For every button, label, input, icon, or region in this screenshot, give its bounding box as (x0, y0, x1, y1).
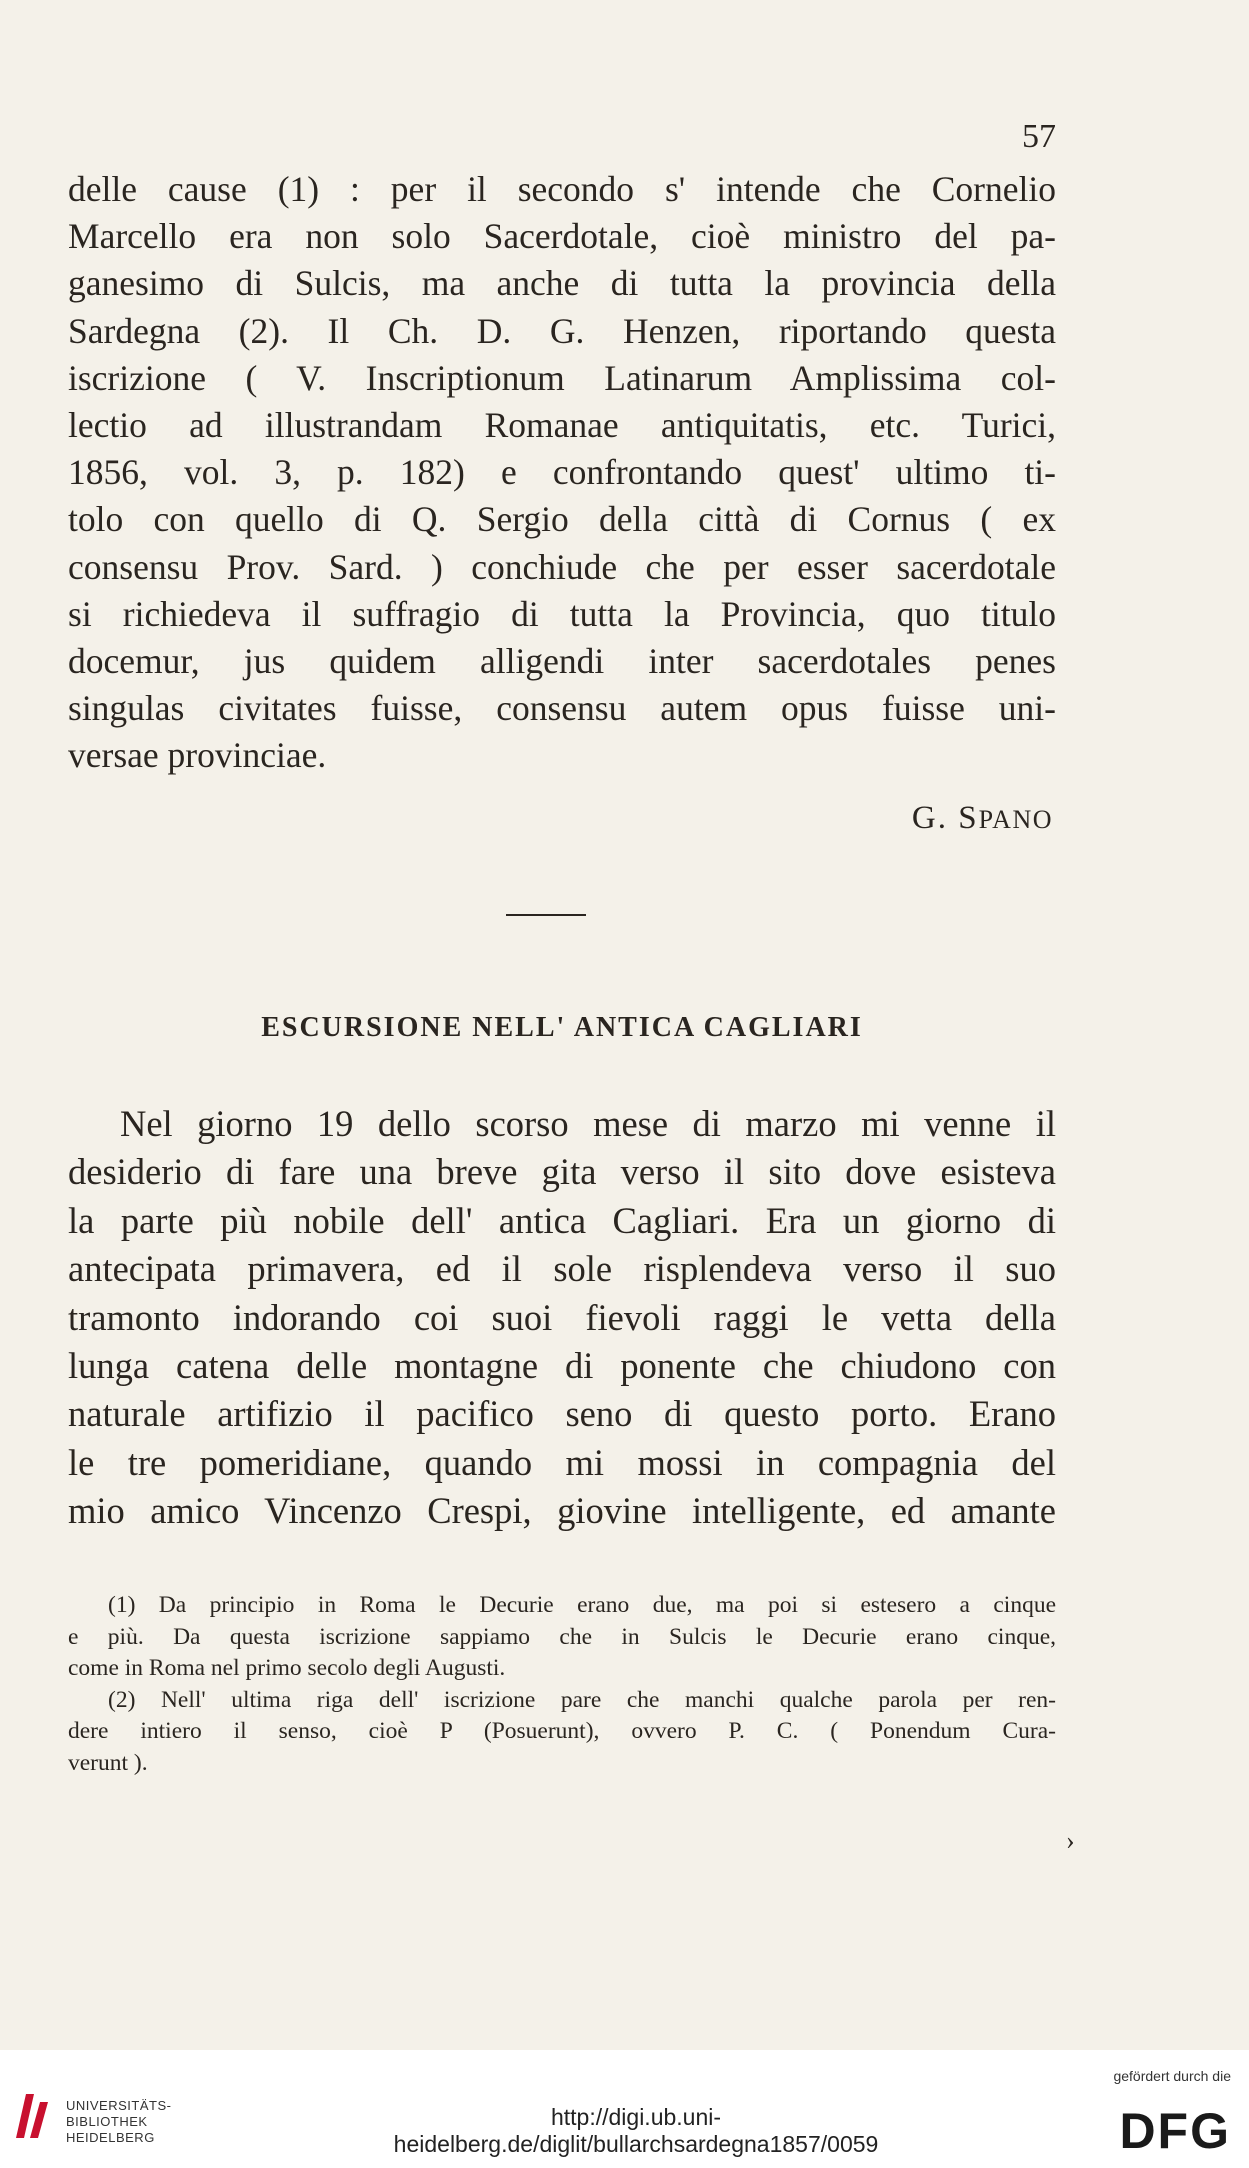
library-name (66, 2098, 171, 2146)
text-line: 1856, vol. 3, p. 182) e confrontando quest' ultimo ti- (68, 452, 1056, 493)
footnote-line: (2) Nell' ultima riga dell' iscrizione pare che manchi qualche parola per ren- (108, 1686, 1056, 1713)
text-line: lectio ad illustrandam Romanae antiquitatis, etc. Turici, (68, 404, 1056, 445)
text-line: docemur, jus quidem alligendi inter sacerdotales penes (68, 640, 1056, 681)
text-line: Marcello era non solo Sacerdotale, cioè ministro del pa- (68, 216, 1056, 257)
text-line: mio amico Vincenzo Crespi, giovine intelligente, ed amante (68, 1490, 1056, 1532)
viewer-footer (0, 2050, 1249, 2168)
text-line: ganesimo di Sulcis, ma anche di tutta la provincia della (68, 263, 1056, 304)
footnotes (68, 1590, 1056, 1779)
footnote-line: dere intiero il senso, cioè P (Posuerunt), ovvero P. C. ( Ponendum Cura- (68, 1718, 1056, 1744)
text-line: desiderio di fare una breve gita verso il sito dove esisteva (68, 1151, 1056, 1193)
funding-note: gefördert durch die (1113, 2068, 1231, 2084)
text-line: iscrizione ( V. Inscriptionum Latinarum Amplissima col- (68, 357, 1056, 398)
library-name-line: BIBLIOTHEK (66, 2114, 148, 2129)
footnote-line: come in Roma nel primo secolo degli Augusti. (68, 1655, 506, 1681)
text-line: consensu Prov. Sard. ) conchiude che per esser sacerdotale (68, 546, 1056, 587)
author-signature (912, 800, 1053, 837)
page-number: 57 (1022, 118, 1056, 155)
library-name-line: UNIVERSITÄTS- (66, 2098, 172, 2113)
footnote-line: verunt ). (68, 1749, 148, 1776)
section-heading: ESCURSIONE NELL' ANTICA CAGLIARI (261, 1012, 863, 1043)
text-line: versae provinciae. (68, 735, 327, 776)
signature-initial: G. S (911, 800, 979, 836)
text-line: le tre pomeridiane, quando mi mossi in compagnia del (68, 1441, 1056, 1483)
text-line: delle cause (1) : per il secondo s' intende che Cornelio (68, 169, 1056, 209)
footnote-line: e più. Da questa iscrizione sappiamo che in Sulcis le Decurie erano cinque, (68, 1623, 1056, 1650)
paragraph-continuation (68, 166, 1056, 779)
section-divider (506, 914, 586, 916)
text-line: singulas civitates fuisse, consensu autem opus fuisse uni- (68, 688, 1056, 729)
ink-mark: › (1066, 1826, 1075, 1855)
text-line: lunga catena delle montagne di ponente che chiudono con (68, 1344, 1056, 1386)
text-line: Sardegna (2). Il Ch. D. G. Henzen, riportando questa (68, 310, 1056, 351)
text-line: antecipata primavera, ed il sole risplendeva verso il suo (68, 1248, 1056, 1290)
text-line: naturale artifizio il pacifico seno di questo porto. Erano (68, 1393, 1056, 1435)
paragraph-new-section (68, 1100, 1056, 1536)
footnote-line: (1) Da principio in Roma le Decurie erano due, ma poi si estesero a cinque (108, 1592, 1056, 1618)
dfg-logo: DFG (1119, 2103, 1231, 2159)
text-line: tramonto indorando coi suoi fievoli raggi le vetta della (68, 1296, 1056, 1338)
text-line: Nel giorno 19 dello scorso mese di marzo mi venne il (120, 1103, 1056, 1144)
university-library-logo-icon (12, 2084, 54, 2144)
text-line: la parte più nobile dell' antica Cagliari. Era un giorno di (68, 1199, 1056, 1241)
library-name-line: HEIDELBERG (66, 2130, 155, 2145)
text-line: tolo con quello di Q. Sergio della città di Cornus ( ex (68, 499, 1056, 540)
permalink-url[interactable]: http://digi.ub.uni-heidelberg.de/diglit/bullarchsardegna1857/0059 (393, 2104, 879, 2157)
text-line: si richiedeva il suffragio di tutta la Provincia, quo titulo (68, 593, 1056, 634)
signature-rest: PANO (978, 805, 1053, 834)
